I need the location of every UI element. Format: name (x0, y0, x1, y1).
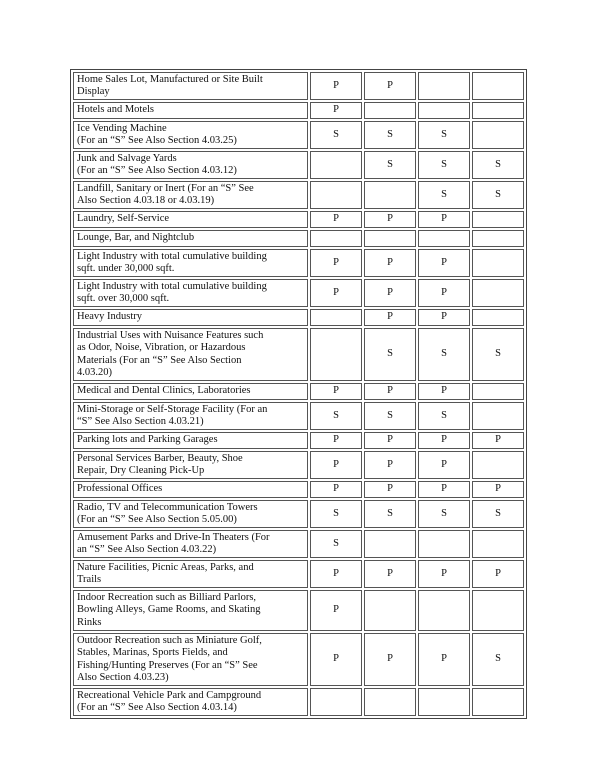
use-text-line: Display (77, 86, 110, 97)
permission-cell (310, 230, 362, 247)
permission-cell: P (364, 481, 416, 498)
permission-cell: P (418, 309, 470, 326)
use-text-line: Materials (For an “S” See Also Section (77, 354, 242, 366)
use-text-line: Outdoor Recreation such as Miniature Golf, (77, 634, 262, 646)
table-row (73, 211, 524, 228)
use-text-line: Landfill, Sanitary or Inert (For an “S” See (77, 182, 254, 194)
permission-cell (310, 181, 362, 209)
use-text-line: Indoor Recreation such as Billiard Parlors, (77, 591, 257, 603)
permission-cell: S (364, 151, 416, 179)
permission-cell: P (472, 481, 524, 498)
permission-cell (418, 230, 470, 247)
table-row (73, 383, 524, 400)
use-cell (73, 633, 308, 686)
permission-cell (472, 688, 524, 716)
permission-cell (310, 328, 362, 381)
use-text-line: (For an “S” See Also Section 4.03.14) (77, 702, 237, 713)
permission-cell (418, 102, 470, 119)
table-row (73, 451, 524, 479)
permission-cell (364, 688, 416, 716)
permission-cell: P (364, 249, 416, 277)
table-row (73, 633, 524, 686)
table-row (73, 279, 524, 307)
use-text-line: 4.03.20) (77, 367, 112, 378)
permission-cell (472, 383, 524, 400)
use-cell (73, 72, 308, 100)
table-row (73, 590, 524, 631)
table-row (73, 230, 524, 247)
use-text-line: Nature Facilities, Picnic Areas, Parks, and (77, 561, 254, 573)
use-text-line: Recreational Vehicle Park and Campground (77, 689, 262, 701)
use-text-line: Fishing/Hunting Preserves (For an “S” See (77, 659, 258, 671)
permission-cell: P (418, 432, 470, 449)
permission-cell: P (310, 249, 362, 277)
use-text-line: Rinks (77, 616, 102, 628)
use-cell (73, 688, 308, 716)
permission-cell: S (364, 328, 416, 381)
use-cell (73, 402, 308, 430)
permission-cell (472, 402, 524, 430)
permission-cell: P (310, 590, 362, 631)
use-cell (73, 530, 308, 558)
use-text-line: “S” See Also Section 4.03.21) (77, 416, 204, 427)
use-cell (73, 560, 308, 588)
land-use-table (70, 69, 527, 719)
permission-cell: P (364, 432, 416, 449)
use-text-line: Also Section 4.03.18 or 4.03.19) (77, 195, 215, 206)
use-text-line: Hotels and Motels (77, 104, 154, 116)
use-text-line: Light Industry with total cumulative building (77, 250, 267, 262)
permission-cell: S (364, 121, 416, 149)
use-text-line: Repair, Dry Cleaning Pick-Up (77, 465, 205, 476)
permission-cell (472, 590, 524, 631)
use-cell (73, 181, 308, 209)
permission-cell (472, 451, 524, 479)
use-cell (73, 500, 308, 528)
use-cell (73, 279, 308, 307)
table-row (73, 560, 524, 588)
use-text-line: Amusement Parks and Drive-In Theaters (For (77, 531, 270, 543)
use-cell (73, 230, 308, 247)
use-text-line: Junk and Salvage Yards (77, 152, 177, 164)
permission-cell: S (472, 151, 524, 179)
permission-cell (472, 211, 524, 228)
use-text-line: Industrial Uses with Nuisance Features such (77, 329, 264, 341)
use-text-line: Mini-Storage or Self-Storage Facility (For an (77, 403, 268, 415)
use-cell (73, 309, 308, 326)
use-text-line: Home Sales Lot, Manufactured or Site Built (77, 73, 263, 85)
permission-cell: P (418, 633, 470, 686)
use-text-line: (For an “S” See Also Section 5.05.00) (77, 514, 237, 525)
permission-cell: P (418, 249, 470, 277)
use-text-line: Also Section 4.03.23) (77, 672, 169, 683)
permission-cell: P (364, 383, 416, 400)
use-text-line: Professional Offices (77, 483, 163, 495)
table-row (73, 249, 524, 277)
permission-cell (472, 309, 524, 326)
permission-cell (472, 230, 524, 247)
permission-cell: P (364, 72, 416, 100)
use-cell (73, 432, 308, 449)
use-text-line: Laundry, Self-Service (77, 213, 170, 225)
use-text-line: sqft. over 30,000 sqft. (77, 293, 170, 304)
use-cell (73, 328, 308, 381)
permission-cell: S (472, 633, 524, 686)
table-row (73, 102, 524, 119)
permission-cell: S (418, 121, 470, 149)
permission-cell: P (418, 211, 470, 228)
permission-cell: S (418, 402, 470, 430)
table-body (73, 72, 524, 716)
use-text-line: Radio, TV and Telecommunication Towers (77, 501, 258, 513)
permission-cell: P (310, 72, 362, 100)
permission-cell: P (310, 211, 362, 228)
use-text-line: Ice Vending Machine (77, 122, 167, 134)
permission-cell (310, 151, 362, 179)
permission-cell: S (310, 402, 362, 430)
table-row (73, 688, 524, 716)
permission-cell: P (310, 432, 362, 449)
use-text-line: an “S” See Also Section 4.03.22) (77, 544, 217, 555)
permission-cell (418, 72, 470, 100)
permission-cell: S (418, 328, 470, 381)
permission-cell: P (472, 432, 524, 449)
use-cell (73, 481, 308, 498)
use-text-line: Stables, Marinas, Sports Fields, and (77, 647, 228, 658)
use-text-line: Heavy Industry (77, 311, 143, 323)
use-text-line: Trails (77, 574, 102, 585)
permission-cell (364, 530, 416, 558)
table-row (73, 151, 524, 179)
permission-cell: P (364, 451, 416, 479)
use-cell (73, 451, 308, 479)
use-text-line: Lounge, Bar, and Nightclub (77, 232, 195, 244)
permission-cell: S (418, 500, 470, 528)
permission-cell (418, 530, 470, 558)
use-text-line: Bowling Alleys, Game Rooms, and Skating (77, 604, 261, 616)
permission-cell (472, 279, 524, 307)
permission-cell: P (364, 633, 416, 686)
permission-cell: P (418, 279, 470, 307)
permission-cell (472, 249, 524, 277)
use-text-line: sqft. under 30,000 sqft. (77, 263, 175, 274)
use-cell (73, 151, 308, 179)
permission-cell: S (418, 181, 470, 209)
use-text-line: Parking lots and Parking Garages (77, 434, 218, 446)
permission-cell (472, 72, 524, 100)
permission-cell: S (364, 500, 416, 528)
permission-cell: S (472, 181, 524, 209)
use-text-line: Light Industry with total cumulative building (77, 280, 267, 292)
permission-cell (364, 102, 416, 119)
table-row (73, 121, 524, 149)
table-row (73, 530, 524, 558)
use-cell (73, 102, 308, 119)
permission-cell (472, 102, 524, 119)
permission-cell: P (418, 451, 470, 479)
permission-cell: P (364, 211, 416, 228)
permission-cell: S (310, 121, 362, 149)
use-cell (73, 383, 308, 400)
permission-cell: P (310, 451, 362, 479)
permission-cell: P (418, 481, 470, 498)
table-row (73, 181, 524, 209)
table-row (73, 72, 524, 100)
permission-cell: P (364, 560, 416, 588)
use-text-line: (For an “S” See Also Section 4.03.25) (77, 135, 237, 146)
table-row (73, 402, 524, 430)
table-row (73, 500, 524, 528)
permission-cell: P (310, 481, 362, 498)
use-cell (73, 211, 308, 228)
permission-cell: S (310, 530, 362, 558)
use-text-line: as Odor, Noise, Vibration, or Hazardous (77, 342, 246, 353)
table-row (73, 328, 524, 381)
permission-cell: P (310, 560, 362, 588)
permission-cell: S (310, 500, 362, 528)
permission-cell (418, 688, 470, 716)
permission-cell: P (418, 560, 470, 588)
permission-cell: P (310, 633, 362, 686)
table-row (73, 432, 524, 449)
permission-cell (472, 121, 524, 149)
table-row (73, 481, 524, 498)
table-row (73, 309, 524, 326)
permission-cell (364, 230, 416, 247)
permission-cell: P (310, 279, 362, 307)
use-cell (73, 121, 308, 149)
permission-cell: P (418, 383, 470, 400)
permission-cell (418, 590, 470, 631)
permission-cell: S (364, 402, 416, 430)
permission-cell: P (310, 383, 362, 400)
permission-cell: P (472, 560, 524, 588)
use-cell (73, 249, 308, 277)
permission-cell: S (472, 500, 524, 528)
permission-cell: S (418, 151, 470, 179)
permission-cell (364, 181, 416, 209)
permission-cell: P (310, 102, 362, 119)
use-text-line: Personal Services Barber, Beauty, Shoe (77, 452, 243, 464)
use-text-line: (For an “S” See Also Section 4.03.12) (77, 165, 237, 176)
permission-cell (310, 688, 362, 716)
use-text-line: Medical and Dental Clinics, Laboratories (77, 385, 251, 397)
use-cell (73, 590, 308, 631)
permission-cell: P (364, 279, 416, 307)
permission-cell (310, 309, 362, 326)
permission-cell (364, 590, 416, 631)
permission-cell: S (472, 328, 524, 381)
permission-cell (472, 530, 524, 558)
permission-cell: P (364, 309, 416, 326)
